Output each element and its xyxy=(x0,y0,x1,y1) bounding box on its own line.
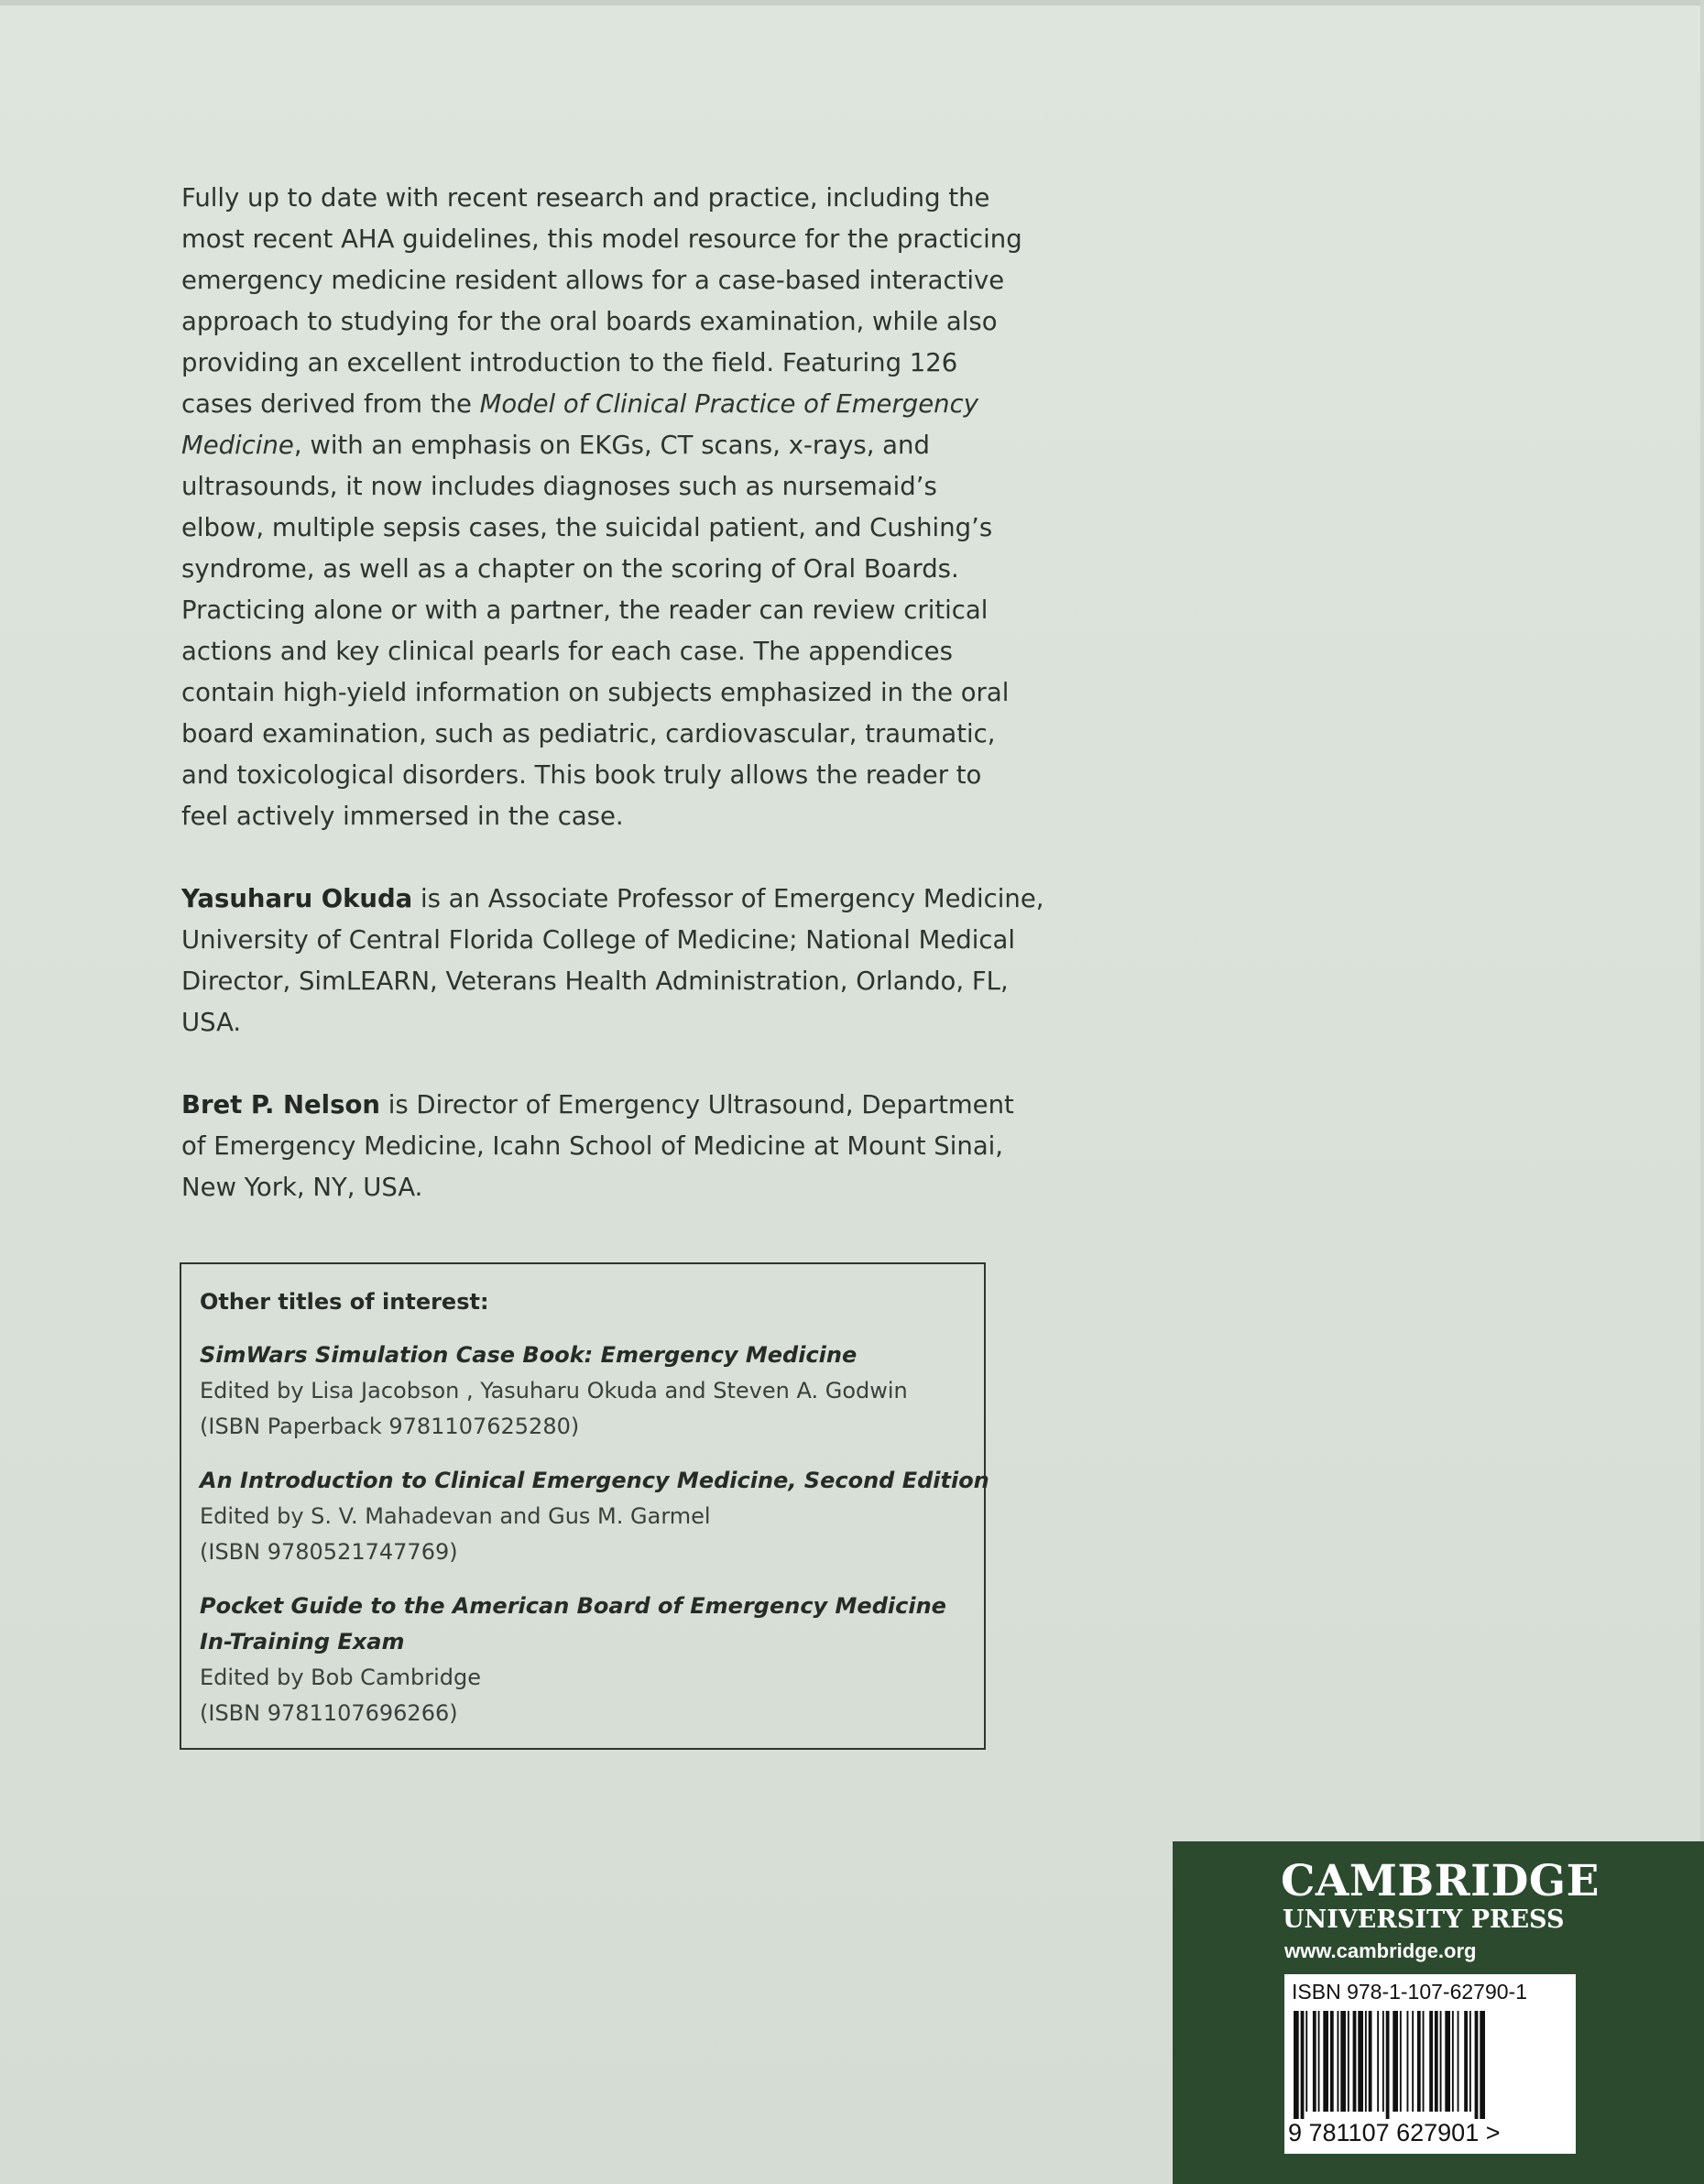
related-title-editors: Edited by Bob Cambridge xyxy=(200,1665,482,1690)
top-edge-shadow xyxy=(0,0,1704,5)
barcode-bar xyxy=(1338,2011,1339,2112)
barcode-bar xyxy=(1353,2011,1357,2112)
barcode-bar xyxy=(1301,2011,1305,2119)
text-line xyxy=(181,1085,1014,1126)
book-description xyxy=(181,178,1044,1208)
barcode-bar xyxy=(1330,2011,1334,2112)
text-line: New York, NY, USA. xyxy=(181,1173,423,1202)
related-title-isbn: (ISBN Paperback 9781107625280) xyxy=(200,1414,580,1439)
barcode-bar xyxy=(1393,2011,1398,2112)
barcode-bar xyxy=(1480,2011,1485,2119)
author-bio-nelson xyxy=(181,1085,1014,1208)
text-line: emergency medicine resident allows for a case-based interactive xyxy=(181,266,1005,295)
publisher-logo-subtitle: UNIVERSITY PRESS xyxy=(1283,1906,1565,1934)
italic-title: Model of Clinical Practice of Emergency xyxy=(479,389,978,419)
text-line: of Emergency Medicine, Icahn School of Medicine at Mount Sinai, xyxy=(181,1131,1004,1161)
text-line: feel actively immersed in the case. xyxy=(181,802,624,831)
barcode-bar xyxy=(1294,2011,1299,2119)
related-title-entry xyxy=(200,1338,966,1445)
related-title: Pocket Guide to the American Board of Emergency Medicine xyxy=(200,1593,946,1619)
barcode-bar xyxy=(1400,2011,1402,2112)
text-line: ultrasounds, it now includes diagnoses such as nursemaid’s xyxy=(181,472,937,501)
text-line: Practicing alone or with a partner, the reader can review critical xyxy=(181,595,989,625)
barcode-digits: 9 781107 627901 > xyxy=(1288,2119,1501,2146)
related-title-isbn: (ISBN 9780521747769) xyxy=(200,1539,458,1565)
other-titles-heading: Other titles of interest: xyxy=(200,1289,489,1315)
barcode-bar xyxy=(1407,2011,1409,2112)
related-title-editors: Edited by S. V. Mahadevan and Gus M. Garmel xyxy=(200,1503,711,1529)
barcode-bar xyxy=(1452,2011,1454,2112)
text-span: , with an emphasis on EKGs, CT scans, x-rays, and xyxy=(293,431,930,460)
barcode-bar xyxy=(1365,2011,1367,2112)
barcode-bar xyxy=(1382,2011,1384,2112)
other-titles-box xyxy=(180,1262,989,1750)
author-bio-okuda xyxy=(181,879,1044,1043)
text-line: and toxicological disorders. This book truly allows the reader to xyxy=(181,760,982,790)
author-name: Yasuharu Okuda xyxy=(181,884,413,913)
text-line: elbow, multiple sepsis cases, the suicidal patient, and Cushing’s xyxy=(181,513,993,542)
related-title-entry xyxy=(200,1589,966,1731)
barcode-bars xyxy=(1292,2011,1567,2119)
text-line: Director, SimLEARN, Veterans Health Administration, Orlando, FL, xyxy=(181,966,1009,996)
barcode-bar xyxy=(1358,2011,1363,2112)
barcode-bar xyxy=(1323,2011,1328,2112)
related-title-editors: Edited by Lisa Jacobson , Yasuharu Okuda and Steven A. Godwin xyxy=(200,1378,908,1403)
text-line: syndrome, as well as a chapter on the scoring of Oral Boards. xyxy=(181,554,959,584)
related-title-isbn: (ISBN 9781107696266) xyxy=(200,1700,458,1726)
publisher-logo-name: CAMBRIDGE xyxy=(1281,1856,1600,1906)
isbn-barcode xyxy=(1284,1974,1576,2154)
related-title: In-Training Exam xyxy=(200,1629,405,1654)
barcode-bar xyxy=(1377,2011,1379,2112)
text-line: University of Central Florida College of Medicine; National Medical xyxy=(181,925,1015,955)
publisher-panel xyxy=(1173,1841,1704,2184)
barcode-bar xyxy=(1440,2011,1442,2112)
text-span: is an Associate Professor of Emergency Medicine, xyxy=(412,884,1044,913)
text-line: providing an excellent introduction to the field. Featuring 126 xyxy=(181,348,958,377)
barcode-bar xyxy=(1429,2011,1433,2112)
barcode-bar xyxy=(1318,2011,1320,2112)
related-title-entry xyxy=(200,1463,989,1570)
barcode-bar xyxy=(1313,2011,1316,2112)
text-line xyxy=(181,425,1006,466)
text-line: Fully up to date with recent research and practice, including the xyxy=(181,183,990,213)
barcode-bar xyxy=(1386,2011,1390,2119)
text-line: approach to studying for the oral boards examination, while also xyxy=(181,307,998,336)
barcode-bar xyxy=(1369,2011,1372,2112)
barcode-bar xyxy=(1423,2011,1425,2112)
text-line: board examination, such as pediatric, cardiovascular, traumatic, xyxy=(181,719,996,748)
isbn-label: ISBN 978-1-107-62790-1 xyxy=(1292,1980,1527,2004)
related-title: An Introduction to Clinical Emergency Medicine, Second Edition xyxy=(200,1468,989,1493)
italic-title: Medicine xyxy=(181,431,294,460)
barcode-bar xyxy=(1435,2011,1438,2112)
text-line: contain high-yield information on subjects emphasized in the oral xyxy=(181,678,1010,707)
text-line xyxy=(181,879,1044,920)
author-name: Bret P. Nelson xyxy=(181,1090,380,1119)
publisher-website: www.cambridge.org xyxy=(1284,1939,1477,1962)
barcode-bar xyxy=(1469,2011,1471,2112)
barcode-bar xyxy=(1412,2011,1414,2112)
text-span: is Director of Emergency Ultrasound, Department xyxy=(379,1090,1014,1119)
barcode-bar xyxy=(1445,2011,1450,2112)
text-line: actions and key clinical pearls for each case. The appendices xyxy=(181,637,953,666)
barcode-bar xyxy=(1340,2011,1346,2112)
text-span: cases derived from the xyxy=(181,389,480,419)
barcode-bar xyxy=(1305,2011,1307,2112)
text-line: USA. xyxy=(181,1008,242,1037)
barcode-bar xyxy=(1417,2011,1421,2112)
barcode-bar xyxy=(1464,2011,1468,2112)
related-title: SimWars Simulation Case Book: Emergency Medicine xyxy=(200,1342,857,1368)
barcode-bar xyxy=(1458,2011,1459,2112)
barcode-bar xyxy=(1475,2011,1479,2119)
text-line: most recent AHA guidelines, this model resource for the practicing xyxy=(181,224,1022,254)
description-paragraph xyxy=(181,178,1022,837)
barcode-bar xyxy=(1348,2011,1349,2112)
text-line xyxy=(181,384,1006,425)
